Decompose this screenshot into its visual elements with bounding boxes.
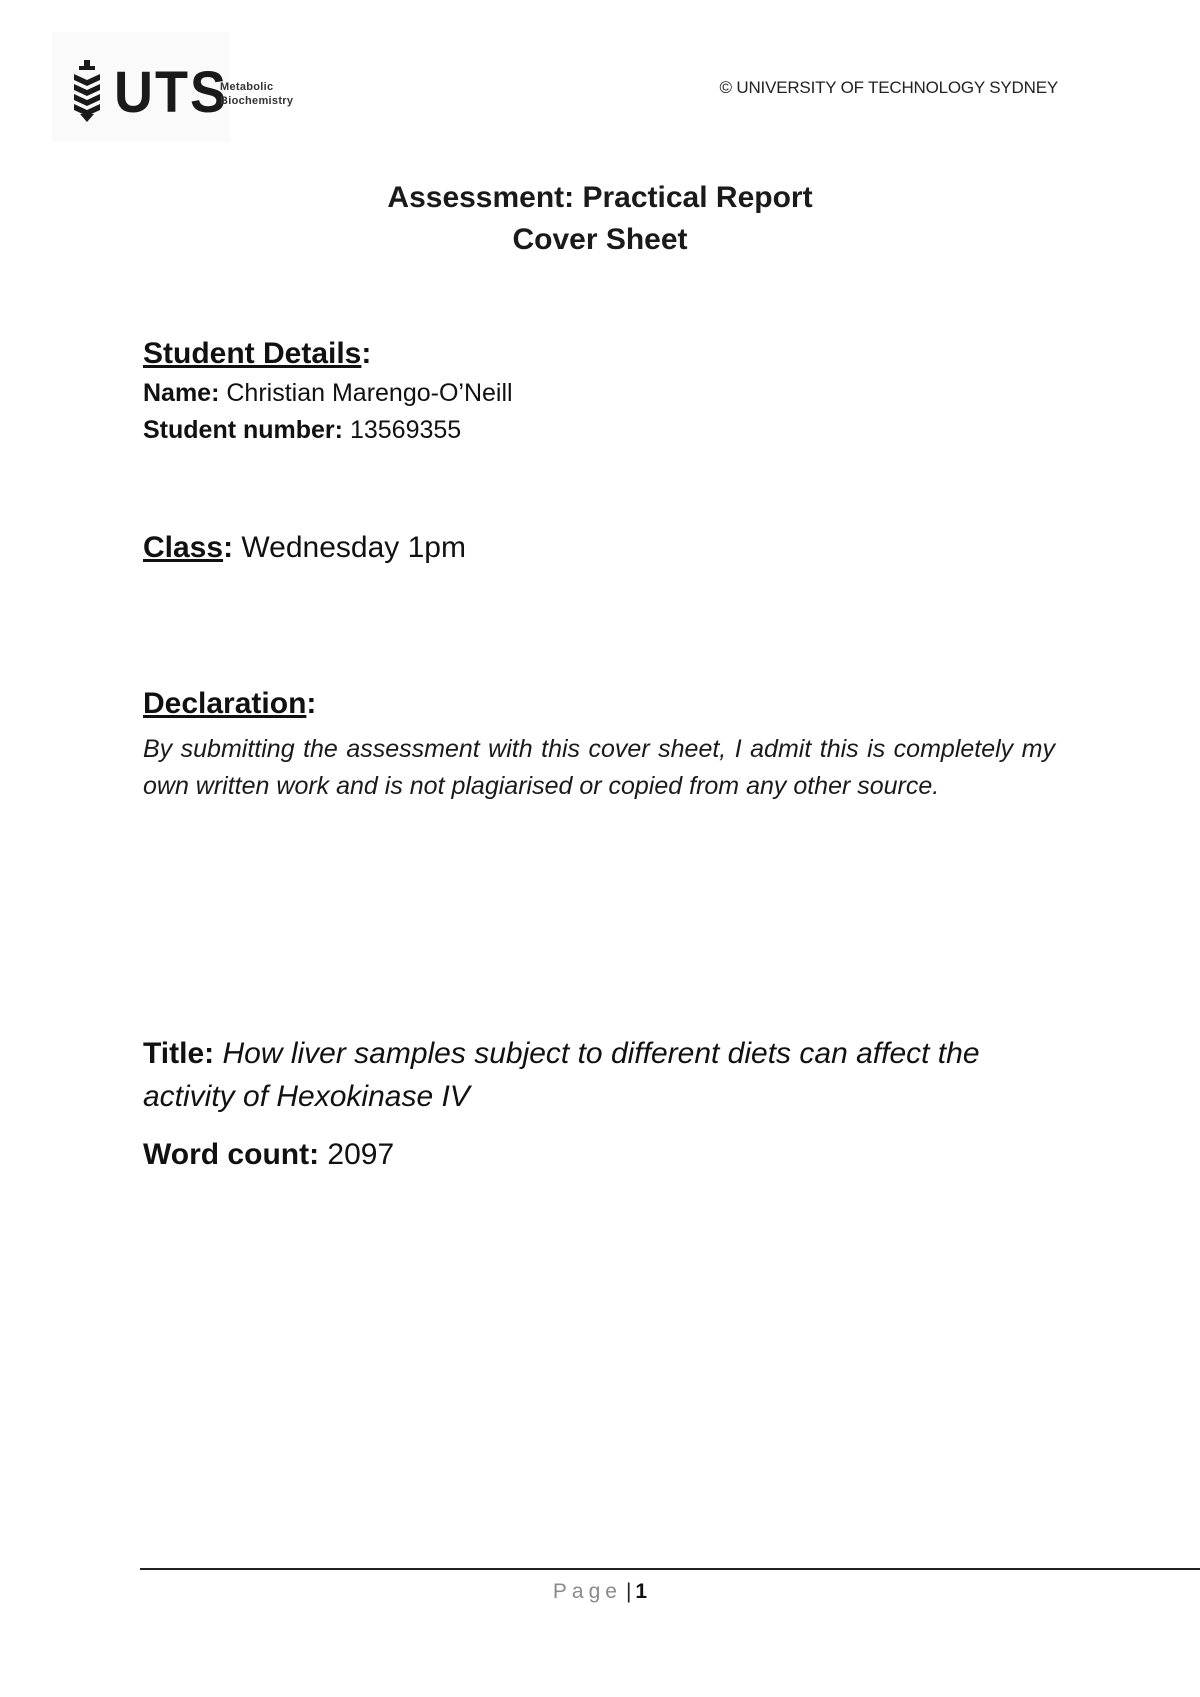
page-footer [0,1580,1200,1604]
declaration-heading [143,687,316,721]
declaration-text: By submitting the assessment with this cover sheet, I admit this is completely my own written work and is not plagiarised or copied from any other source. [143,735,1055,800]
page-number: 1 [635,1580,648,1603]
student-details-heading-colon: : [361,337,372,370]
declaration-heading-text: Declaration [143,687,307,720]
logo-subtitle-line1: Metabolic [220,81,274,93]
word-count-label: Word count: [143,1138,320,1171]
uts-crest-icon [68,60,106,122]
logo-subtitle [220,80,293,108]
page-separator: | [625,1580,632,1603]
student-name-value: Christian Marengo-O’Neill [226,379,513,407]
report-title-value: How liver samples subject to different diets can affect the activity of Hexokinase IV [143,1037,980,1113]
student-number-row [143,412,461,448]
report-title-row [143,1032,1063,1118]
student-name-label: Name: [143,379,220,407]
copyright-notice: © UNIVERSITY OF TECHNOLOGY SYDNEY [719,78,1058,97]
class-heading-colon: : [223,531,234,564]
student-number-value: 13569355 [349,416,462,444]
report-title-label: Title: [143,1037,215,1070]
class-value: Wednesday 1pm [241,531,466,564]
word-count-value: 2097 [327,1138,395,1171]
declaration-heading-colon: : [306,687,317,720]
logo-subtitle-line2: Biochemistry [220,95,294,107]
student-number-label: Student number: [143,416,343,444]
student-details-heading [143,337,371,371]
document-subtitle: Cover Sheet [512,223,688,256]
footer-divider [140,1568,1200,1570]
student-name-row [143,375,513,411]
logo-wordmark: UTS [114,60,228,125]
word-count-row [143,1138,394,1172]
page-label: Page [552,1580,622,1603]
document-title: Assessment: Practical Report [387,181,813,214]
class-row [143,531,466,565]
student-details-heading-text: Student Details [143,337,362,370]
class-heading: Class [143,531,224,564]
